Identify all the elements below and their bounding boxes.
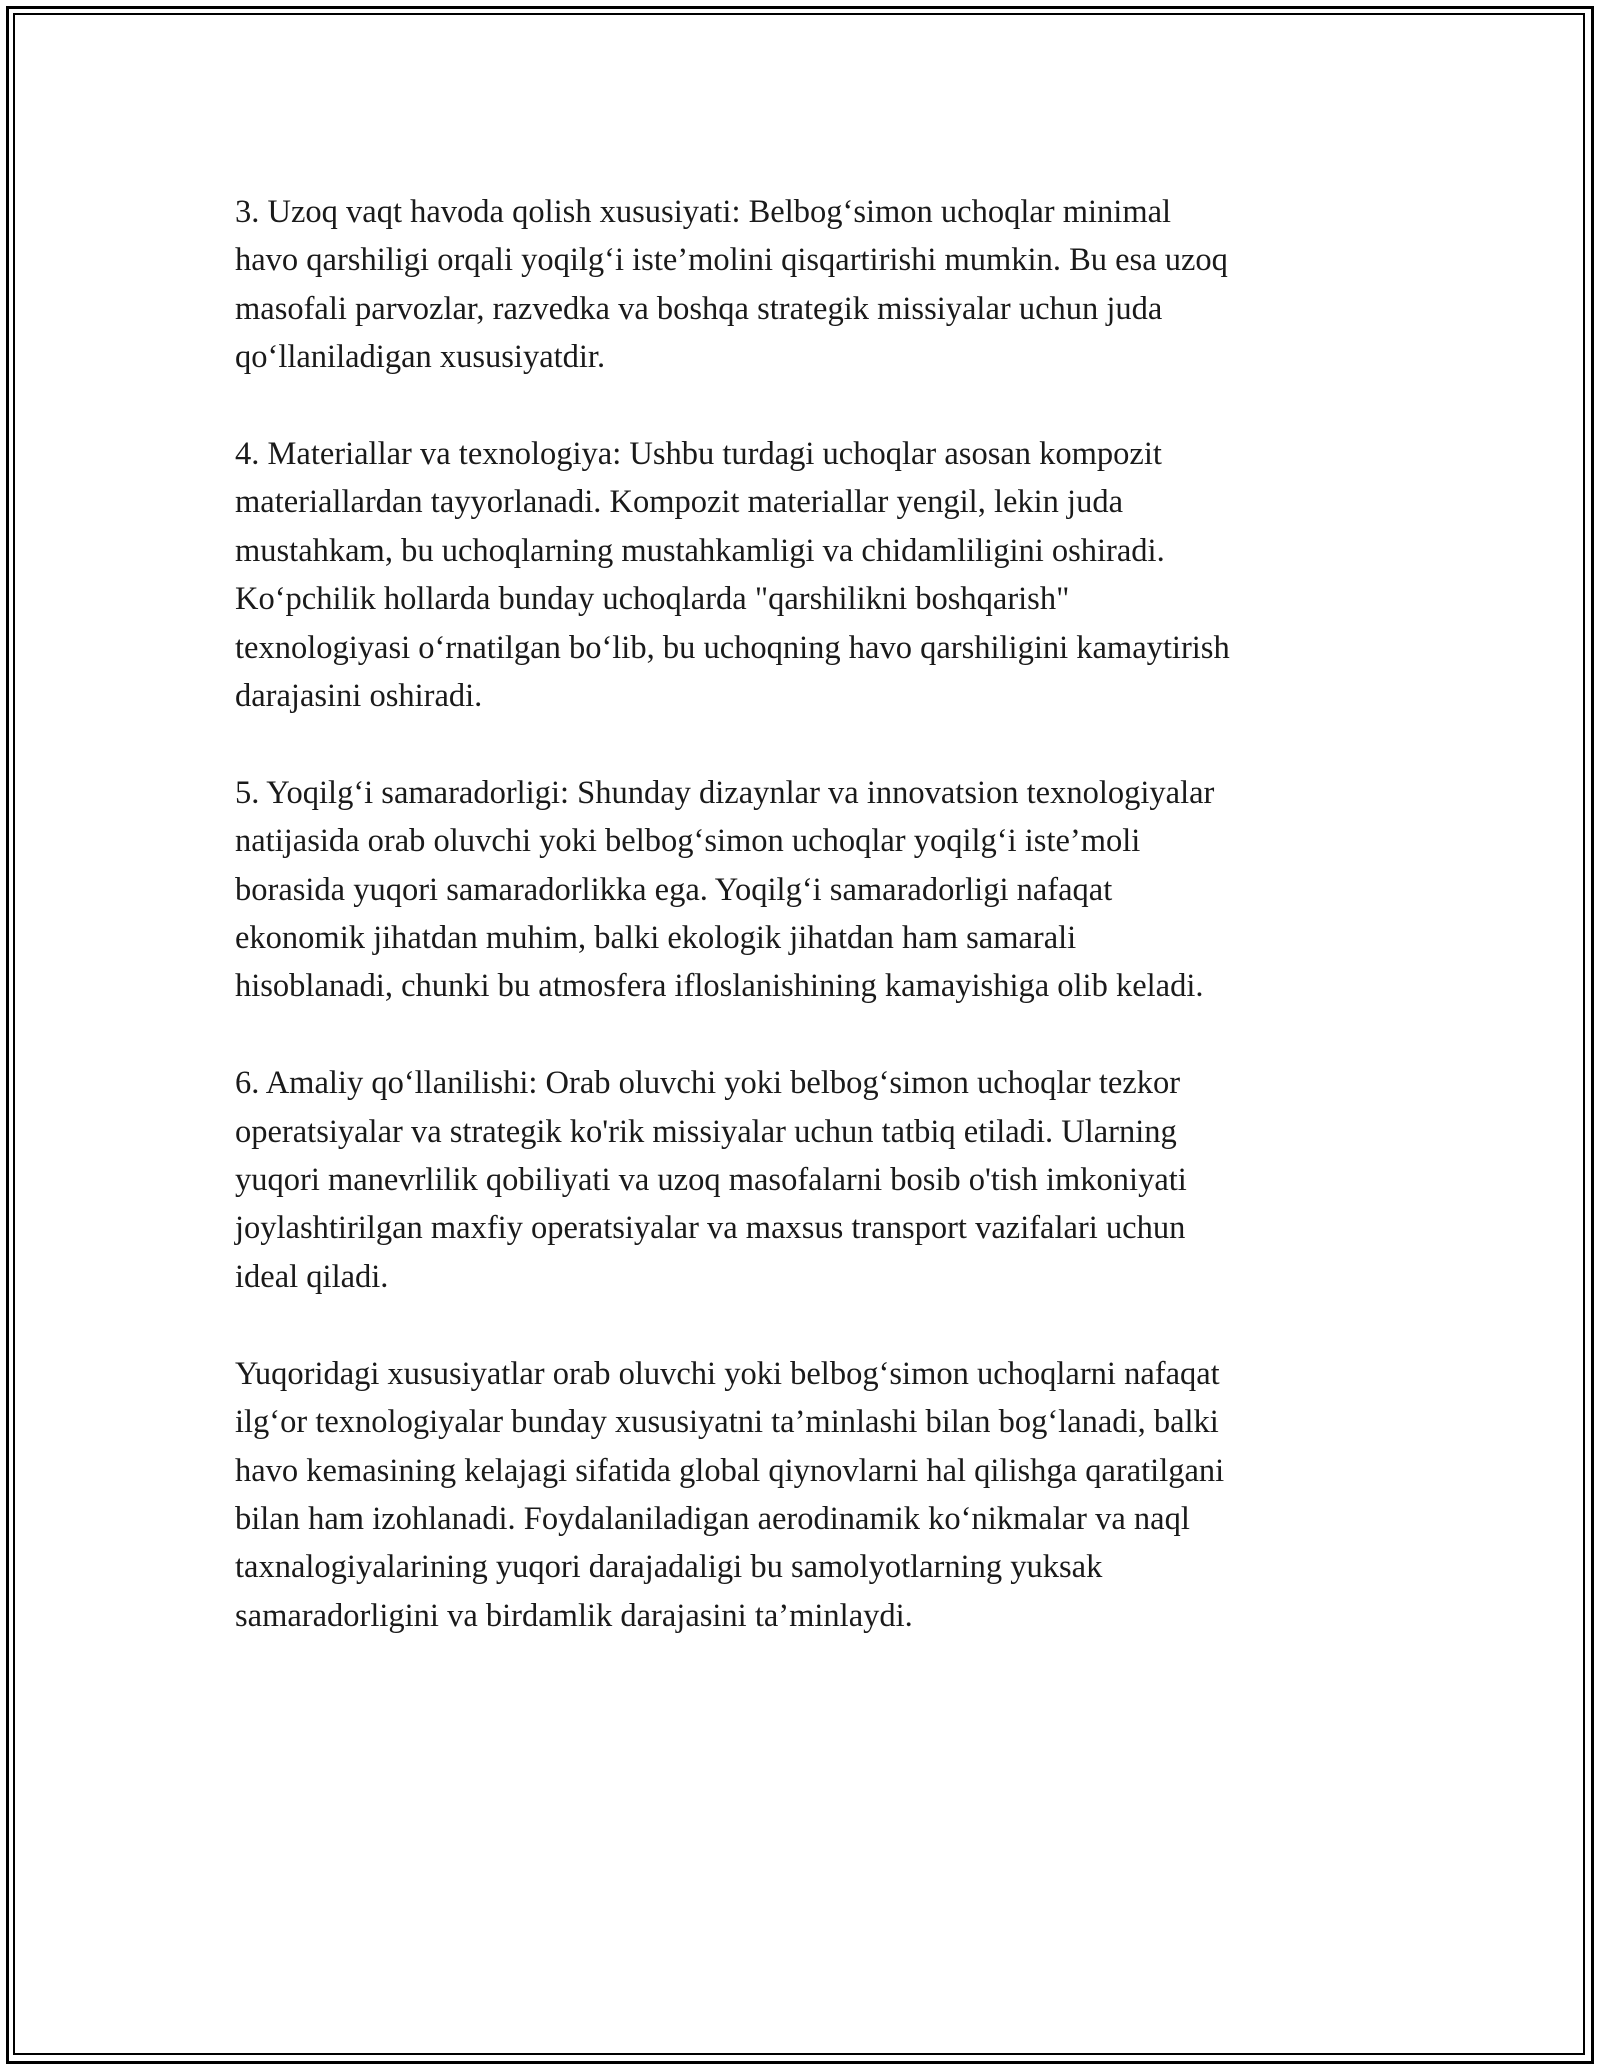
document-body	[235, 188, 1365, 1689]
paragraph-long-endurance	[235, 188, 1365, 382]
paragraph-practical-application	[235, 1059, 1365, 1301]
text-line: ideal qiladi.	[235, 1258, 389, 1295]
text-line: qo‘llaniladigan xususiyatdir.	[235, 339, 606, 376]
text-line: mustahkam, bu uchoqlarning mustahkamligi va chidamliligini oshiradi.	[235, 532, 1165, 569]
text-line: natijasida orab oluvchi yoki belbog‘simon uchoqlar yoqilg‘i iste’moli	[235, 823, 1141, 860]
text-line: samaradorligini va birdamlik darajasini ta’minlaydi.	[235, 1597, 913, 1634]
text-line: materiallardan tayyorlanadi. Kompozit materiallar yengil, lekin juda	[235, 484, 1124, 521]
text-line: masofali parvozlar, razvedka va boshqa strategik missiyalar uchun juda	[235, 290, 1163, 327]
text-line: ilg‘or texnologiyalar bunday xususiyatni ta’minlashi bilan bog‘lanadi, balki	[235, 1404, 1219, 1441]
text-line: 3. Uzoq vaqt havoda qolish xususiyati: Belbog‘simon uchoqlar minimal	[235, 194, 1172, 230]
text-line: texnologiyasi o‘rnatilgan bo‘lib, bu uchoqning havo qarshiligini kamaytirish	[235, 629, 1230, 666]
text-line: 4. Materiallar va texnologiya: Ushbu turdagi uchoqlar asosan kompozit	[235, 436, 1162, 473]
text-line: 5. Yoqilg‘i samaradorligi: Shunday dizaynlar va innovatsion texnologiyalar	[235, 774, 1215, 811]
text-line: ekonomik jihatdan muhim, balki ekologik jihatdan ham samarali	[235, 920, 1077, 957]
text-line: operatsiyalar va strategik ko'rik missiyalar uchun tatbiq etiladi. Ularning	[235, 1113, 1177, 1150]
paragraph-materials-technology	[235, 430, 1365, 720]
text-line: borasida yuqori samaradorlikka ega. Yoqilg‘i samaradorligi nafaqat	[235, 871, 1113, 908]
text-line: havo qarshiligi orqali yoqilg‘i iste’molini qisqartirishi mumkin. Bu esa uzoq	[235, 242, 1228, 279]
text-line: darajasini oshiradi.	[235, 678, 483, 715]
paragraph-conclusion	[235, 1350, 1365, 1640]
text-line: Ko‘pchilik hollarda bunday uchoqlarda "qarshilikni boshqarish"	[235, 581, 1070, 618]
text-line: taxnalogiyalarining yuqori darajadaligi bu samolyotlarning yuksak	[235, 1549, 1103, 1586]
paragraph-fuel-efficiency	[235, 769, 1365, 1011]
text-line: Yuqoridagi xususiyatlar orab oluvchi yoki belbog‘simon uchoqlarni nafaqat	[235, 1355, 1220, 1392]
text-line: yuqori manevrlilik qobiliyati va uzoq masofalarni bosib o'tish imkoniyati	[235, 1162, 1187, 1199]
text-line: 6. Amaliy qo‘llanilishi: Orab oluvchi yoki belbog‘simon uchoqlar tezkor	[235, 1065, 1181, 1102]
text-line: bilan ham izohlanadi. Foydalaniladigan aerodinamik ko‘nikmalar va naql	[235, 1500, 1190, 1537]
text-line: hisoblanadi, chunki bu atmosfera ifloslanishining kamayishiga olib keladi.	[235, 968, 1204, 1005]
text-line: havo kemasining kelajagi sifatida global qiynovlarni hal qilishga qaratilgani	[235, 1452, 1225, 1489]
text-line: joylashtirilgan maxfiy operatsiyalar va maxsus transport vazifalari uchun	[235, 1210, 1186, 1247]
